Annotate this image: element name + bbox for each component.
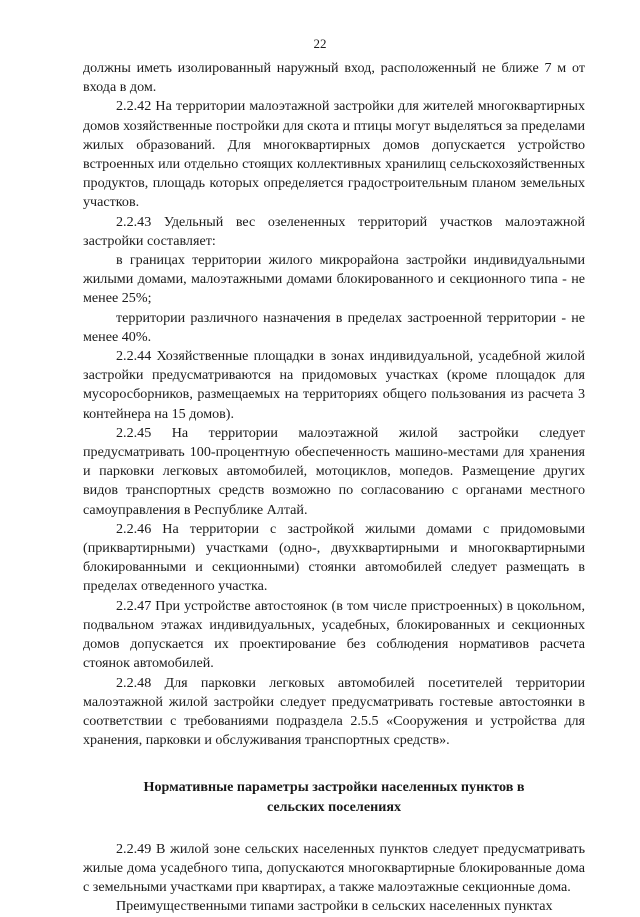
paragraph-2-2-48: 2.2.48 Для парковки легковых автомобилей посетителей территории малоэтажной жилой застройки следует предусматривать гостевые автостоянки в соответствии с требованиями подраздела 2.5.5 «Сооружения и устройства для хранения, парковки и обслуживания транспортных средств».	[83, 674, 585, 749]
paragraph-2-2-43: 2.2.43 Удельный вес озелененных территорий участков малоэтажной застройки составляет:	[83, 213, 585, 249]
paragraph-2-2-49: 2.2.49 В жилой зоне сельских населенных пунктов следует предусматривать жилые дома усадебного типа, допускаются многоквартирные блокированные дома с земельными участками при квартирах, а также малоэтажные секционные дома.	[83, 840, 585, 896]
paragraph-list-item-2: территории различного назначения в пределах застроенной территории - не менее 40%.	[83, 309, 585, 345]
paragraph-2-2-42: 2.2.42 На территории малоэтажной застройки для жителей многоквартирных домов хозяйственные постройки для скота и птицы могут выделяться за пределами жилых образований. Для многоквартирных домов допускается устройство встроенных или отдельно стоящих коллективных хранилищ сельскохозяйственных продуктов, площадь которых определяется градостроительным планом земельных участков.	[83, 98, 585, 211]
paragraph-continues: Преимущественными типами застройки в сельских населенных пунктах	[116, 898, 553, 915]
section-heading: Нормативные параметры застройки населенных пунктов в сельских поселениях	[143, 779, 525, 815]
paragraph-continuation: должны иметь изолированный наружный вход, расположенный не ближе 7 м от входа в дом.	[83, 60, 585, 96]
paragraph-2-2-46: 2.2.46 На территории с застройкой жилыми домами с придомовыми (приквартирными) участками (одно-, двухквартирными и многоквартирными блокированными и секционными) стоянки автомобилей следует размещать в пределах отведенного участка.	[83, 520, 585, 595]
paragraph-2-2-47: 2.2.47 При устройстве автостоянок (в том числе пристроенных) в цокольном, подвальном этажах индивидуальных, усадебных, блокированных и секционных домов допускается их проектирование без соблюдения нормативов расчета стоянок автомобилей.	[83, 597, 585, 672]
paragraph-list-item-1: в границах территории жилого микрорайона застройки индивидуальными жилыми домами, малоэтажными домами блокированного и секционного типа - не менее 25%;	[83, 252, 585, 307]
document-body	[83, 59, 585, 917]
paragraph-2-2-44: 2.2.44 Хозяйственные площадки в зонах индивидуальной, усадебной жилой застройки предусматриваются на придомовых участках (кроме площадок для мусоросборников, размещаемых на территориях общего пользования из расчета 3 контейнера на 15 домов).	[83, 348, 585, 422]
paragraph-2-2-45: 2.2.45 На территории малоэтажной жилой застройки следует предусматривать 100-процентную обеспеченность машино-местами для хранения и парковки легковых автомобилей, мотоциклов, мопедов. Размещение других видов транспортных средств возможно по согласованию с органами местного самоуправления в Республике Алтай.	[83, 424, 585, 518]
page-number: 22	[313, 36, 327, 51]
